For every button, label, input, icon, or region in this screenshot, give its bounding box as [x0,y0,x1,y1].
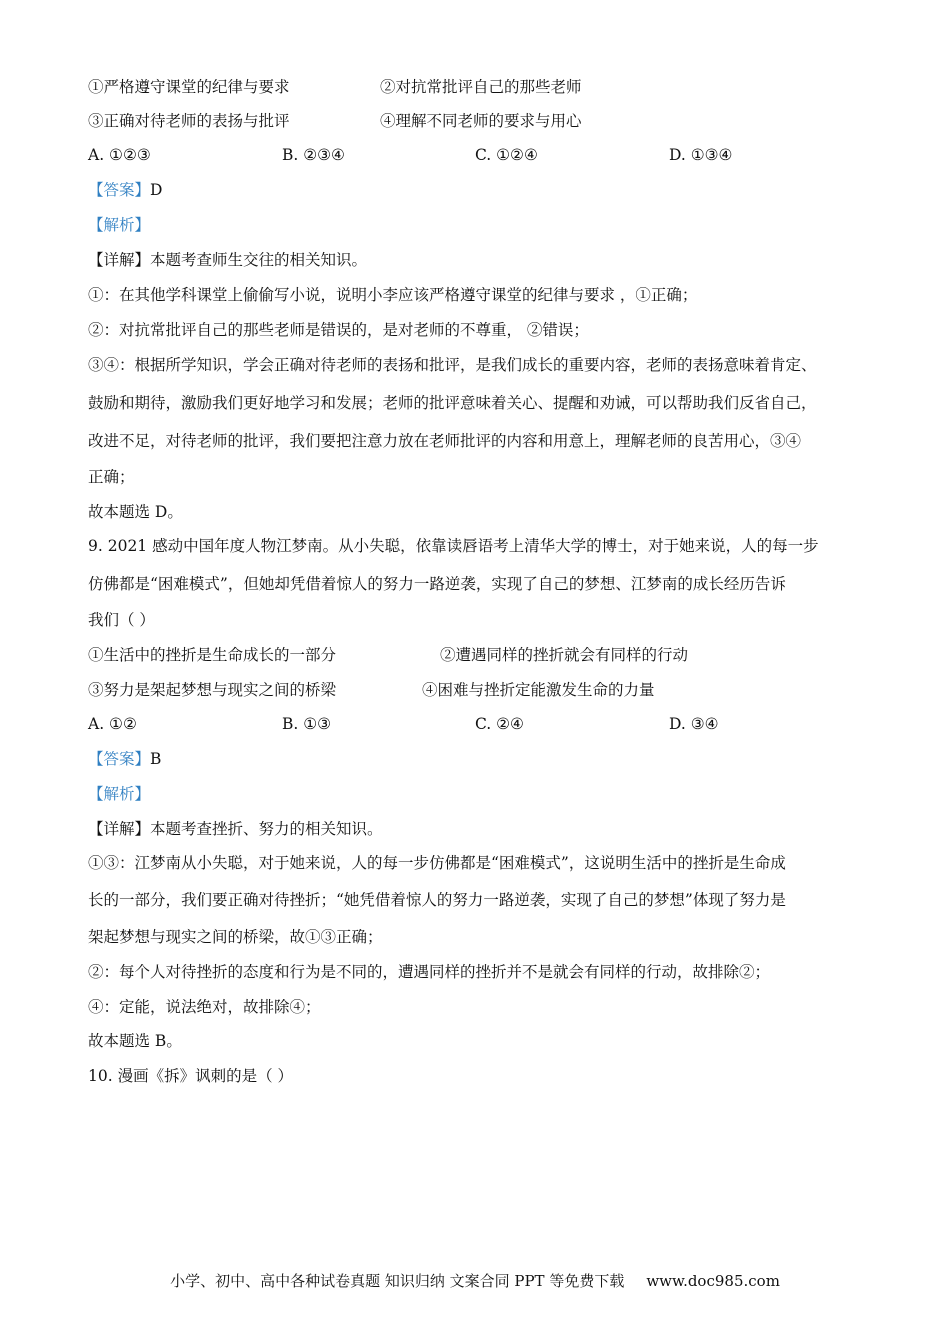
q9-detail: 【详解】本题考查挫折、努力的相关知识。 [88,820,383,838]
q9-stem-3: 我们（ ） [88,611,155,629]
answer-value: B [150,750,162,768]
q9-stem-2: 仿佛都是“困难模式”，但她却凭借着惊人的努力一路逆袭，实现了自己的梦想、江梦南的成长经历告诉 [88,575,786,593]
q9-conclusion: 故本题选 B。 [88,1032,182,1050]
answer-value: D [150,181,163,199]
q9-stem-1: 9. 2021 感动中国年度人物江梦南。从小失聪，依靠读唇语考上清华大学的博士，对于她来说，人的每一步 [88,537,819,555]
q8-choice-b: B. ②③④ [282,146,345,164]
q9-explanation-2: 长的一部分，我们要正确对待挫折；“她凭借着惊人的努力一路逆袭，实现了自己的梦想”体现了努力是 [88,891,786,909]
q8-choice-a: A. ①②③ [88,146,151,164]
q8-option-2: ②对抗常批评自己的那些老师 [380,78,582,96]
q9-option-2: ②遭遇同样的挫折就会有同样的行动 [440,646,689,664]
q9-analysis-tag: 【解析】 [88,785,151,803]
answer-tag: 【答案】 [88,750,151,768]
q8-option-3: ③正确对待老师的表扬与批评 [88,112,290,130]
q8-conclusion: 故本题选 D。 [88,503,183,521]
q9-choice-d: D. ③④ [669,715,719,733]
q9-explanation-1: ①③：江梦南从小失聪，对于她来说，人的每一步仿佛都是“困难模式”，这说明生活中的挫折是生命成 [88,854,786,872]
q8-explanation-2: ②：对抗常批评自己的那些老师是错误的，是对老师的不尊重， ②错误； [88,321,589,339]
answer-tag: 【答案】 [88,181,151,199]
q8-choice-c: C. ①②④ [475,146,538,164]
q8-option-4: ④理解不同老师的要求与用心 [380,112,582,130]
q10-stem: 10. 漫画《拆》讽刺的是（ ） [88,1067,294,1085]
q9-explanation-5: ④：定能，说法绝对，故排除④； [88,998,321,1016]
q9-choice-a: A. ①② [88,715,137,733]
q8-explanation-3: ③④：根据所学知识，学会正确对待老师的表扬和批评，是我们成长的重要内容，老师的表扬意味着肯定、 [88,356,817,374]
q8-option-1: ①严格遵守课堂的纪律与要求 [88,78,290,96]
q8-analysis-tag: 【解析】 [88,216,151,234]
footer-text: 小学、初中、高中各种试卷真题 知识归纳 文案合同 PPT 等免费下载 [170,1272,625,1290]
q8-explanation-1: ①：在其他学科课堂上偷偷写小说，说明小李应该严格遵守课堂的纪律与要求 ，①正确； [88,286,698,304]
q9-option-4: ④困难与挫折定能激发生命的力量 [422,681,655,699]
q8-explanation-6: 正确； [88,468,135,486]
q8-detail: 【详解】本题考查师生交往的相关知识。 [88,251,368,269]
q8-choice-d: D. ①③④ [669,146,733,164]
q9-choice-c: C. ②④ [475,715,524,733]
q8-answer [88,180,162,200]
q9-answer [88,749,161,769]
q9-choice-b: B. ①③ [282,715,332,733]
footer-url[interactable]: www.doc985.com [646,1272,780,1290]
q8-explanation-5: 改进不足，对待老师的批评，我们要把注意力放在老师批评的内容和用意上，理解老师的良苦用心，③④ [88,432,802,450]
q8-explanation-4: 鼓励和期待，激励我们更好地学习和发展；老师的批评意味着关心、提醒和劝诫，可以帮助我们反省自己， [88,394,817,412]
q9-explanation-3: 架起梦想与现实之间的桥梁，故①③正确； [88,928,383,946]
q9-option-1: ①生活中的挫折是生命成长的一部分 [88,646,337,664]
page-footer [0,1270,950,1291]
q9-option-3: ③努力是架起梦想与现实之间的桥梁 [88,681,337,699]
q9-explanation-4: ②：每个人对待挫折的态度和行为是不同的，遭遇同样的挫折并不是就会有同样的行动，故排除②； [88,963,771,981]
